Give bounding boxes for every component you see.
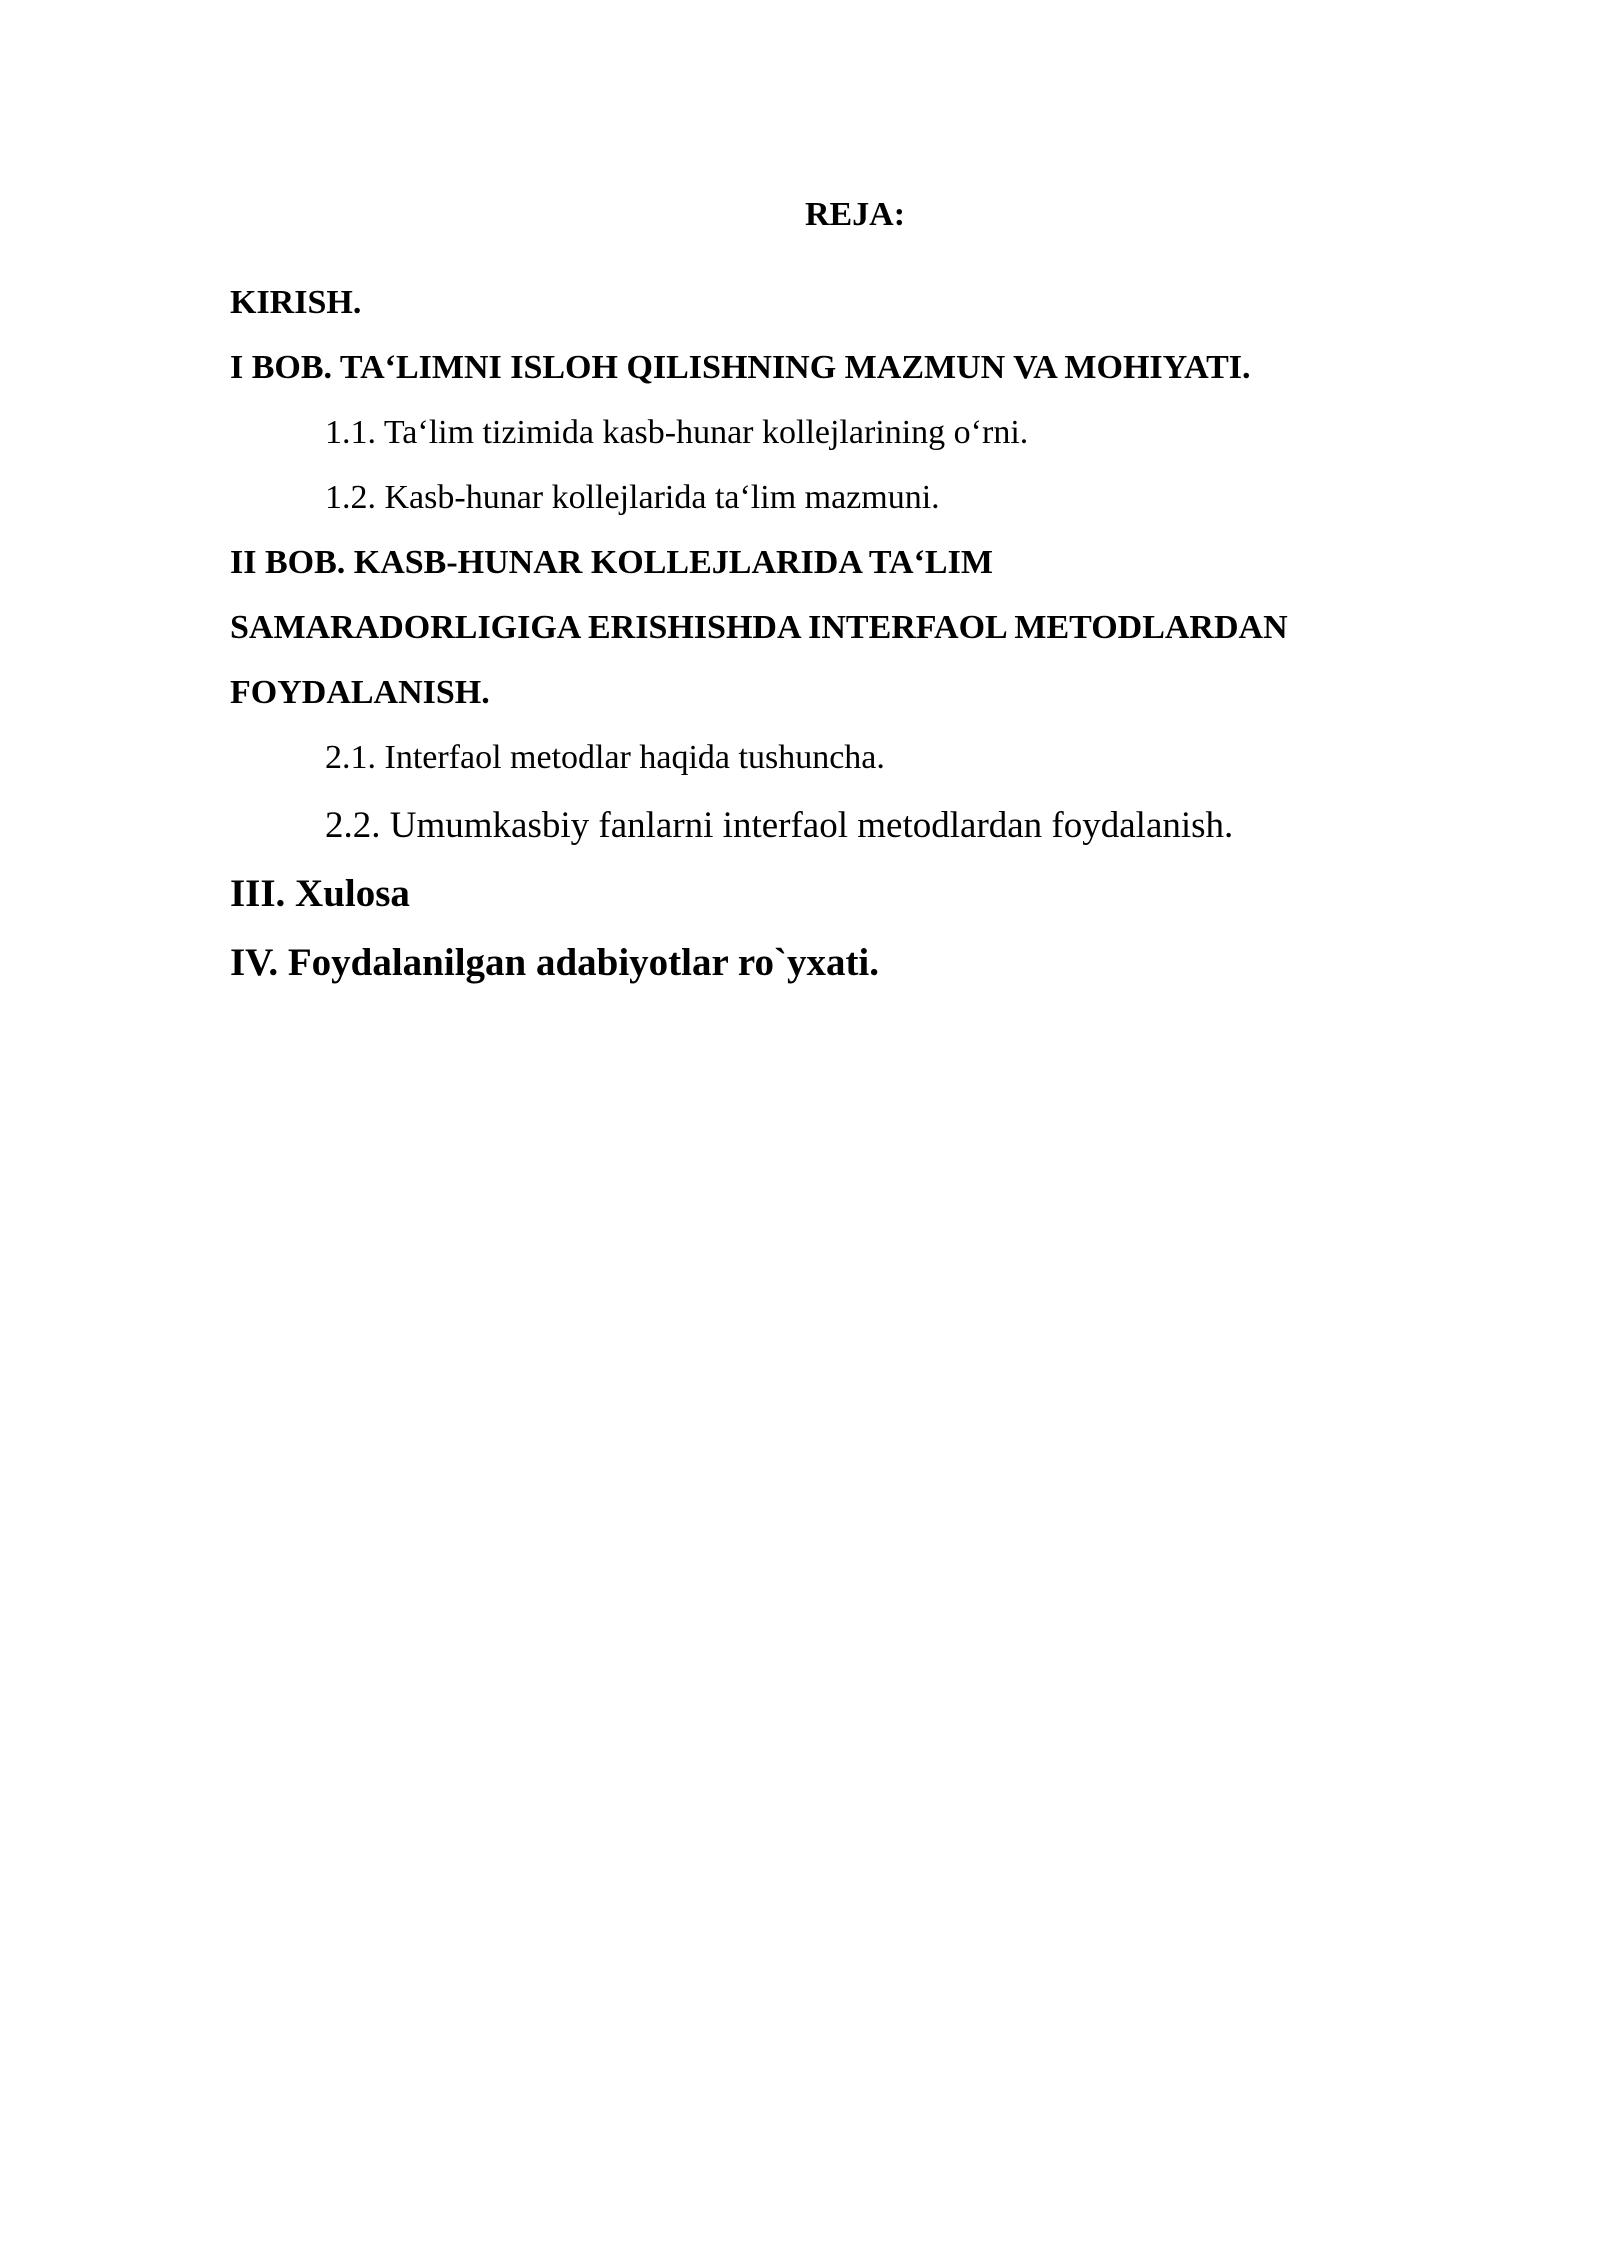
toc-section-1-2: 1.2. Kasb-hunar kollejlarida ta‘lim mazmuni.	[325, 479, 940, 516]
toc-chapter-2-line-3: FOYDALANISH.	[230, 674, 490, 711]
toc-section-2-2: 2.2. Umumkasbiy fanlarni interfaol metodlardan foydalanish.	[325, 805, 1234, 846]
toc-intro: KIRISH.	[230, 284, 362, 321]
page-title: REJA:	[804, 196, 906, 233]
toc-section-1-1: 1.1. Ta‘lim tizimida kasb-hunar kollejlarining o‘rni.	[325, 414, 1029, 451]
toc-conclusion: III. Xulosa	[230, 872, 410, 915]
toc-chapter-1: I BOB. TA‘LIMNI ISLOH QILISHNING MAZMUN VA MOHIYATI.	[230, 349, 1251, 386]
toc-chapter-2-line-1: II BOB. KASB-HUNAR KOLLEJLARIDA TA‘LIM	[230, 544, 993, 581]
toc-references: IV. Foydalanilgan adabiyotlar ro`yxati.	[230, 941, 880, 984]
toc-chapter-2-line-2: SAMARADORLIGIGA ERISHISHDA INTERFAOL METODLARDAN	[230, 609, 1288, 646]
toc-section-2-1: 2.1. Interfaol metodlar haqida tushuncha.	[325, 739, 885, 776]
